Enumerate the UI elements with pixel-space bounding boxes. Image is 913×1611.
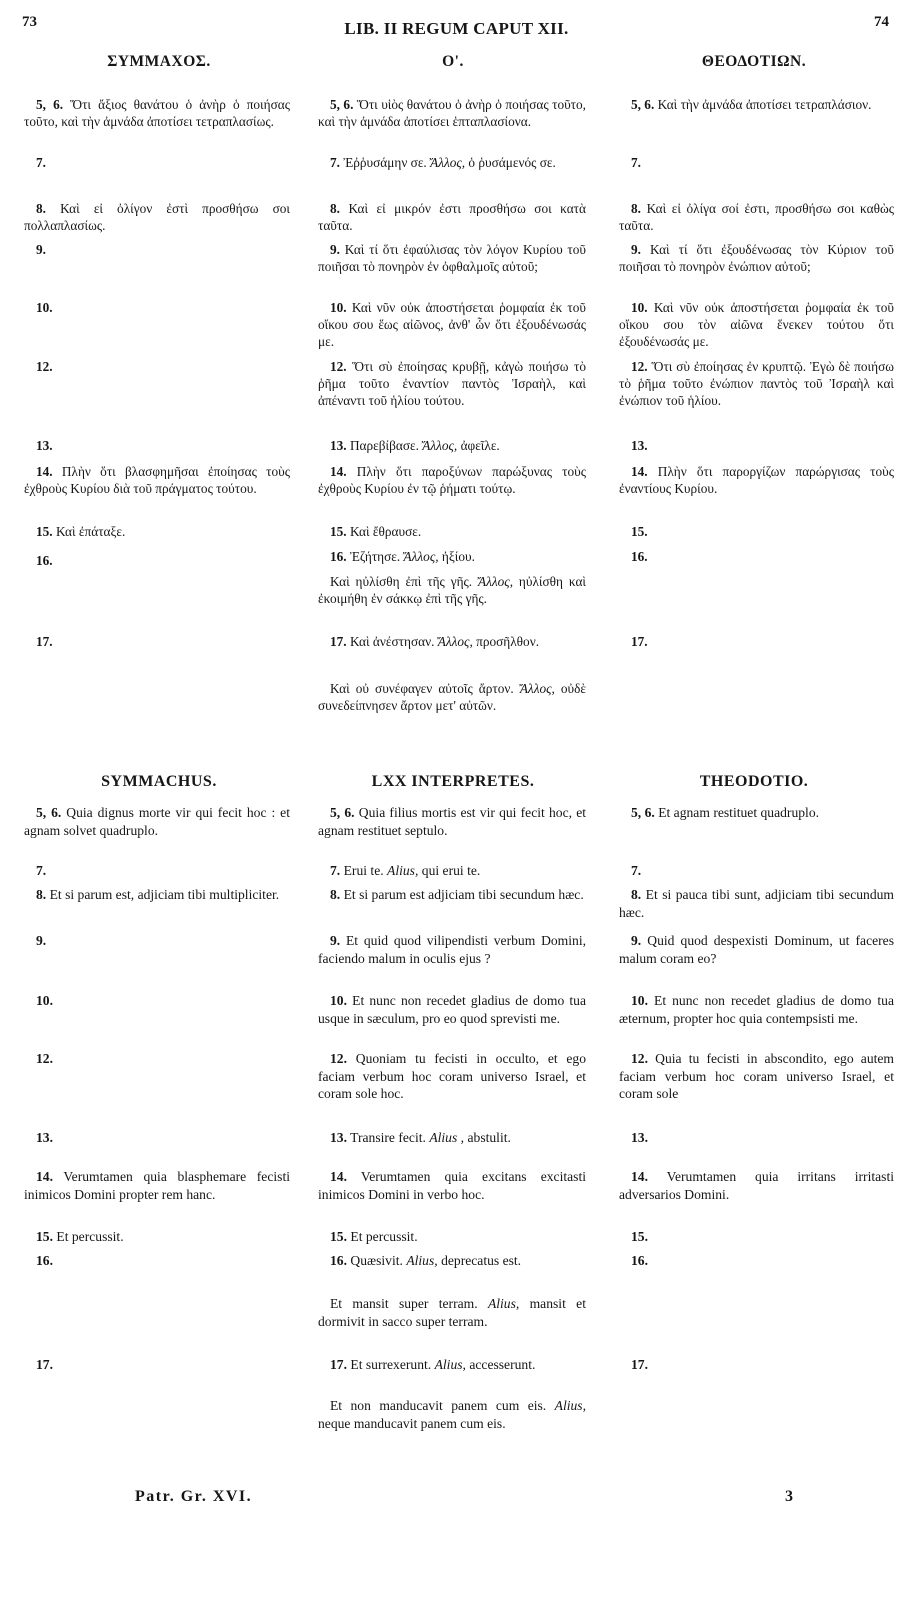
verse-text: Et agnam restituet quadruplo. xyxy=(658,805,820,820)
verse-text: Καὶ νῦν οὐκ ἀποστήσεται ῥομφαία ἐκ τοῦ οἴκου σου τὸν αἰῶνα ἕνεκεν τούτου ὅτι ἐξουδένωσάς με. xyxy=(619,300,894,350)
verse-entry xyxy=(318,96,586,130)
verse-number: 17. xyxy=(631,634,648,649)
verse-entry xyxy=(24,552,290,569)
alius-label: Alius , xyxy=(429,1130,465,1145)
verse-number: 10. xyxy=(330,300,347,315)
verse-entry xyxy=(24,1129,290,1147)
verse-entry xyxy=(619,437,894,454)
greek-header-theodotion: ΘΕΟΔΟΤΙΩΝ. xyxy=(701,53,807,70)
alius-text: mansit et dormivit in sacco super terram. xyxy=(318,1296,586,1329)
footer-signature: Patr. Gr. XVI. xyxy=(135,1488,253,1505)
verse-text: Ὅτι σὺ ἐποίησας κρυβῇ, κἀγὼ ποιήσω τὸ ῥῆμα τοῦτο ἐναντίον παντὸς Ἰσραὴλ, καὶ ἀπέναντι τοῦ ἡλίου τούτου. xyxy=(318,359,586,409)
verse-entry xyxy=(318,437,586,454)
verse-number: 16. xyxy=(36,1253,53,1268)
verse-number: 7. xyxy=(36,155,46,170)
page-number-right: 74 xyxy=(874,14,889,30)
verse-number: 8. xyxy=(631,887,642,902)
verse-text: Et si pauca tibi sunt, adjiciam tibi secundum hæc. xyxy=(619,887,894,920)
verse-number: 9. xyxy=(330,242,340,257)
verse-number: 12. xyxy=(330,1051,347,1066)
verse-entry xyxy=(318,1129,586,1147)
verse-number: 5, 6. xyxy=(330,805,355,820)
verse-entry xyxy=(24,1252,290,1270)
verse-number: 13. xyxy=(631,1130,648,1145)
verse-entry xyxy=(619,804,894,822)
verse-entry xyxy=(318,886,586,904)
verse-entry xyxy=(24,96,290,130)
verse-number: 10. xyxy=(631,993,648,1008)
verse-entry xyxy=(24,1050,290,1068)
verse-entry xyxy=(619,886,894,921)
verse-entry xyxy=(619,1168,894,1203)
verse-text: Quæsivit. xyxy=(350,1253,403,1268)
verse-text: Verumtamen quia blasphemare fecisti inimicos Domini propter rem hanc. xyxy=(24,1169,290,1202)
verse-entry xyxy=(318,573,586,607)
verse-entry xyxy=(24,1356,290,1374)
verse-text: Καὶ οὐ συνέφαγεν αὐτοῖς ἄρτον. xyxy=(330,681,514,696)
verse-entry xyxy=(24,299,290,316)
verse-text: Quia dignus morte vir qui fecit hoc : et agnam solvet quadruplo. xyxy=(24,805,290,838)
greek-header-lxx: Ο'. xyxy=(442,53,464,70)
verse-entry xyxy=(318,680,586,714)
verse-entry xyxy=(318,463,586,497)
alius-text: οὐδὲ συνεδείπνησεν ἄρτον μετ' αὐτῶν. xyxy=(318,681,586,714)
verse-number: 8. xyxy=(330,887,341,902)
verse-text: Et percussit. xyxy=(56,1229,124,1244)
verse-text: Quoniam tu fecisti in occulto, et ego faciam verbum hoc coram universo Israel, et coram sole hoc. xyxy=(318,1051,586,1101)
alius-label: Alius, xyxy=(434,1357,466,1372)
verse-number: 9. xyxy=(631,242,641,257)
verse-number: 7. xyxy=(631,863,642,878)
verse-number: 17. xyxy=(330,1357,347,1372)
verse-entry xyxy=(619,992,894,1027)
alius-label: Ἄλλος, xyxy=(478,574,514,589)
verse-entry xyxy=(24,463,290,497)
verse-number: 14. xyxy=(330,1169,347,1184)
alius-text: accesserunt. xyxy=(469,1357,536,1372)
verse-text: Καὶ ἐπάταξε. xyxy=(55,524,126,539)
verse-entry xyxy=(318,154,586,171)
verse-number: 14. xyxy=(36,1169,53,1184)
verse-number: 12. xyxy=(631,359,648,374)
verse-entry xyxy=(619,548,894,565)
verse-entry xyxy=(24,932,290,950)
verse-number: 13. xyxy=(631,438,648,453)
verse-text: Quia filius mortis est vir qui fecit hoc, et agnam restituet septulo. xyxy=(318,805,586,838)
alius-text: ἀφεῖλε. xyxy=(460,438,500,453)
verse-number: 16. xyxy=(330,1253,347,1268)
alius-label: Ἄλλος, xyxy=(422,438,458,453)
verse-text: Πλὴν ὅτι βλασφημῆσαι ἐποίησας τοὺς ἐχθροὺς Κυρίου διὰ τοῦ πράγματος τούτου. xyxy=(24,464,290,497)
verse-entry xyxy=(24,358,290,375)
verse-number: 12. xyxy=(36,1051,53,1066)
verse-text: Καὶ ηὐλίσθη ἐπὶ τῆς γῆς. xyxy=(330,574,473,589)
verse-entry xyxy=(24,804,290,839)
alius-label: Ἄλλος, xyxy=(430,155,466,170)
alius-text: ἠξίου. xyxy=(441,549,475,564)
verse-number: 10. xyxy=(36,300,53,315)
verse-number: 8. xyxy=(36,201,46,216)
verse-entry xyxy=(318,299,586,351)
latin-header-symmachus: SYMMACHUS. xyxy=(101,773,217,790)
verse-text: Ὅτι υἱὸς θανάτου ὁ ἀνὴρ ὁ ποιήσας τοῦτο, καὶ τὴν ἀμνάδα ἀποτίσει ἑπταπλασίονα. xyxy=(318,97,587,130)
verse-number: 5, 6. xyxy=(36,97,64,112)
verse-number: 17. xyxy=(330,634,347,649)
verse-entry xyxy=(24,241,290,258)
verse-entry xyxy=(619,523,894,540)
verse-entry xyxy=(24,862,290,880)
alius-text: abstulit. xyxy=(467,1130,511,1145)
verse-text: Καὶ τὴν ἀμνάδα ἀποτίσει τετραπλάσιον. xyxy=(657,97,872,112)
verse-number: 13. xyxy=(330,1130,347,1145)
verse-text: Καὶ τί ὅτι ἐφαύλισας τὸν λόγον Κυρίου τοῦ ποιῆσαι τὸ πονηρὸν ἐν ὀφθαλμοῖς αὐτοῦ; xyxy=(318,242,586,275)
verse-entry xyxy=(318,992,586,1027)
verse-entry xyxy=(318,241,586,275)
verse-text: Et surrexerunt. xyxy=(350,1357,432,1372)
verse-entry xyxy=(24,992,290,1010)
verse-text: Verumtamen quia irritans irritasti adversarios Domini. xyxy=(619,1169,895,1202)
verse-number: 13. xyxy=(36,1130,53,1145)
verse-entry xyxy=(619,200,894,234)
verse-number: 9. xyxy=(330,933,341,948)
alius-text: deprecatus est. xyxy=(441,1253,522,1268)
alius-text: qui erui te. xyxy=(421,863,481,878)
page-number-left: 73 xyxy=(22,14,37,30)
verse-entry xyxy=(619,1252,894,1270)
verse-entry xyxy=(619,358,894,410)
verse-text: Καὶ εἰ ὀλίγον ἐστὶ προσθήσω σοι πολλαπλασίως. xyxy=(24,201,290,234)
verse-text: Transire fecit. xyxy=(350,1130,426,1145)
verse-number: 15. xyxy=(330,1229,347,1244)
verse-text: Et quid quod vilipendisti verbum Domini, faciendo malum in oculis ejus ? xyxy=(318,933,587,966)
verse-text: Et si parum est, adjiciam tibi multipliciter. xyxy=(49,887,280,902)
verse-number: 12. xyxy=(36,359,53,374)
verse-text: Et percussit. xyxy=(350,1229,418,1244)
verse-text: Erui te. xyxy=(343,863,384,878)
verse-number: 15. xyxy=(631,1229,648,1244)
latin-header-theodotion: THEODOTIO. xyxy=(699,773,809,790)
verse-number: 9. xyxy=(36,242,46,257)
verse-text: Καὶ ἀνέστησαν. xyxy=(349,634,435,649)
verse-text: Παρεβίβασε. xyxy=(349,438,419,453)
verse-entry xyxy=(24,154,290,171)
alius-text: προσῆλθον. xyxy=(476,634,540,649)
verse-entry xyxy=(24,1168,290,1203)
footer-number: 3 xyxy=(785,1488,795,1505)
alius-label: Ἄλλος, xyxy=(403,549,439,564)
verse-number: 17. xyxy=(36,1357,53,1372)
verse-text: Ὅτι σὺ ἐποίησας ἐν κρυπτῷ. Ἐγὼ δὲ ποιήσω τὸ ῥῆμα τοῦτο ἐνώπιον παντὸς τοῦ Ἰσραὴλ καὶ ἐνώπιον τοῦ ἡλίου. xyxy=(619,359,894,409)
verse-number: 8. xyxy=(631,201,641,216)
verse-entry xyxy=(619,241,894,275)
verse-entry xyxy=(619,1356,894,1374)
verse-number: 14. xyxy=(631,1169,648,1184)
verse-number: 9. xyxy=(631,933,642,948)
verse-entry xyxy=(318,523,586,540)
greek-header-symmachus: ΣΥΜΜΑΧΟΣ. xyxy=(107,53,211,70)
verse-entry xyxy=(619,154,894,171)
verse-text: Καὶ εἰ μικρόν ἐστι προσθήσω σοι κατὰ ταῦτα. xyxy=(318,201,586,234)
verse-number: 13. xyxy=(330,438,347,453)
verse-number: 13. xyxy=(36,438,53,453)
verse-number: 5, 6. xyxy=(631,805,655,820)
alius-label: Alius, xyxy=(487,1296,520,1311)
verse-number: 16. xyxy=(631,549,648,564)
verse-number: 15. xyxy=(330,524,347,539)
verse-entry xyxy=(619,96,894,113)
alius-label: Ἄλλος, xyxy=(519,681,555,696)
verse-number: 12. xyxy=(330,359,347,374)
verse-entry xyxy=(619,1050,894,1103)
verse-entry xyxy=(318,633,586,650)
verse-text: Et mansit super terram. xyxy=(330,1296,478,1311)
verse-entry xyxy=(318,358,586,410)
verse-number: 8. xyxy=(36,887,47,902)
verse-entry xyxy=(318,1252,586,1270)
verse-number: 7. xyxy=(631,155,641,170)
verse-number: 15. xyxy=(36,524,53,539)
verse-text: Πλὴν ὅτι παροργίζων παρώργισας τοὺς ἐναντίους Κυρίου. xyxy=(619,464,894,497)
verse-number: 10. xyxy=(631,300,648,315)
verse-number: 10. xyxy=(36,993,53,1008)
verse-number: 14. xyxy=(36,464,53,479)
verse-text: Πλὴν ὅτι παροξύνων παρώξυνας τοὺς ἐχθροὺς Κυρίου ἐν τῷ ῥήματι τούτῳ. xyxy=(318,464,586,497)
verse-entry xyxy=(24,523,290,540)
verse-entry xyxy=(318,1050,586,1103)
verse-entry xyxy=(24,437,290,454)
verse-text: Et nunc non recedet gladius de domo tua usque in sæculum, pro eo quod sprevisti me. xyxy=(318,993,586,1026)
verse-number: 16. xyxy=(631,1253,648,1268)
alius-text: neque manducavit panem cum eis. xyxy=(318,1415,506,1431)
verse-entry xyxy=(318,862,586,880)
verse-number: 7. xyxy=(330,155,340,170)
verse-entry xyxy=(24,633,290,650)
verse-text: Ἐῤῥυσάμην σε. xyxy=(343,155,427,170)
verse-number: 15. xyxy=(36,1229,53,1244)
verse-number: 5, 6. xyxy=(36,805,62,820)
verse-text: Καὶ ἔθραυσε. xyxy=(349,524,422,539)
verse-text: Et si parum est adjiciam tibi secundum hæc. xyxy=(343,887,584,902)
verse-entry xyxy=(619,862,894,880)
verse-entry xyxy=(619,1129,894,1147)
alius-label: Ἄλλος, xyxy=(437,634,473,649)
verse-text: Ἐζήτησε. xyxy=(349,549,401,564)
running-title: LIB. II REGUM CAPUT XII. xyxy=(344,19,569,38)
verse-entry xyxy=(318,804,586,839)
verse-entry xyxy=(318,1356,586,1374)
verse-number: 16. xyxy=(36,553,53,568)
verse-text: Καὶ τί ὅτι ἐξουδένωσας τὸν Κύριον τοῦ ποιῆσαι τὸ πονηρὸν ἐνώπιον αὐτοῦ; xyxy=(619,242,894,275)
verse-entry xyxy=(24,200,290,234)
verse-text: Quia tu fecisti in abscondito, ego autem faciam verbum hoc coram universo Israel, et coram sole xyxy=(619,1051,894,1101)
verse-entry xyxy=(24,1228,290,1246)
verse-entry xyxy=(619,463,894,497)
verse-number: 15. xyxy=(631,524,648,539)
verse-number: 8. xyxy=(330,201,340,216)
verse-text: Quid quod despexisti Dominum, ut faceres malum coram eo? xyxy=(619,933,894,966)
verse-number: 5, 6. xyxy=(631,97,655,112)
latin-header-lxx: LXX INTERPRETES. xyxy=(371,773,535,790)
verse-entry xyxy=(318,1168,586,1203)
verse-entry xyxy=(318,200,586,234)
verse-entry xyxy=(619,932,894,967)
verse-entry xyxy=(318,1397,586,1432)
verse-entry xyxy=(24,886,290,904)
verse-entry xyxy=(318,1228,586,1246)
verse-number: 7. xyxy=(36,863,47,878)
alius-label: Alius, xyxy=(406,1253,438,1268)
verse-entry xyxy=(318,548,586,565)
verse-text: Καὶ εἰ ὀλίγα σοί ἐστι, προσθήσω σοι καθὼς ταῦτα. xyxy=(619,201,894,234)
alius-text: ὁ ῥυσάμενός σε. xyxy=(468,155,556,170)
verse-text: Et non manducavit panem cum eis. xyxy=(330,1398,547,1413)
verse-text: Verumtamen quia excitans excitasti inimicos Domini in verbo hoc. xyxy=(318,1169,587,1202)
verse-number: 9. xyxy=(36,933,47,948)
verse-text: Ὅτι ἄξιος θανάτου ὁ ἀνὴρ ὁ ποιήσας τοῦτο, καὶ τὴν ἀμνάδα ἀποτίσει τετραπλασίως. xyxy=(24,97,290,130)
verse-number: 14. xyxy=(330,464,347,479)
verse-number: 17. xyxy=(36,634,53,649)
verse-entry xyxy=(318,1295,586,1330)
verse-number: 12. xyxy=(631,1051,648,1066)
verse-entry xyxy=(619,633,894,650)
alius-label: Alius, xyxy=(554,1398,586,1413)
verse-text: Et nunc non recedet gladius de domo tua æternum, propter hoc quia contempsisti me. xyxy=(619,993,894,1026)
verse-entry xyxy=(318,932,586,967)
verse-number: 10. xyxy=(330,993,347,1008)
verse-number: 16. xyxy=(330,549,347,564)
verse-number: 7. xyxy=(330,863,341,878)
verse-number: 14. xyxy=(631,464,648,479)
verse-number: 5, 6. xyxy=(330,97,354,112)
verse-text: Καὶ νῦν οὐκ ἀποστήσεται ῥομφαία ἐκ τοῦ οἴκου σου ἕως αἰῶνος, ἀνθ' ὧν ὅτι ἐξουδένωσάς με. xyxy=(318,300,586,350)
verse-entry xyxy=(619,1228,894,1246)
verse-entry xyxy=(619,299,894,351)
alius-text: ηὐλίσθη καὶ ἐκοιμήθη ἐν σάκκῳ ἐπὶ τῆς γῆς. xyxy=(318,574,586,607)
verse-number: 17. xyxy=(631,1357,648,1372)
alius-label: Alius, xyxy=(387,863,419,878)
